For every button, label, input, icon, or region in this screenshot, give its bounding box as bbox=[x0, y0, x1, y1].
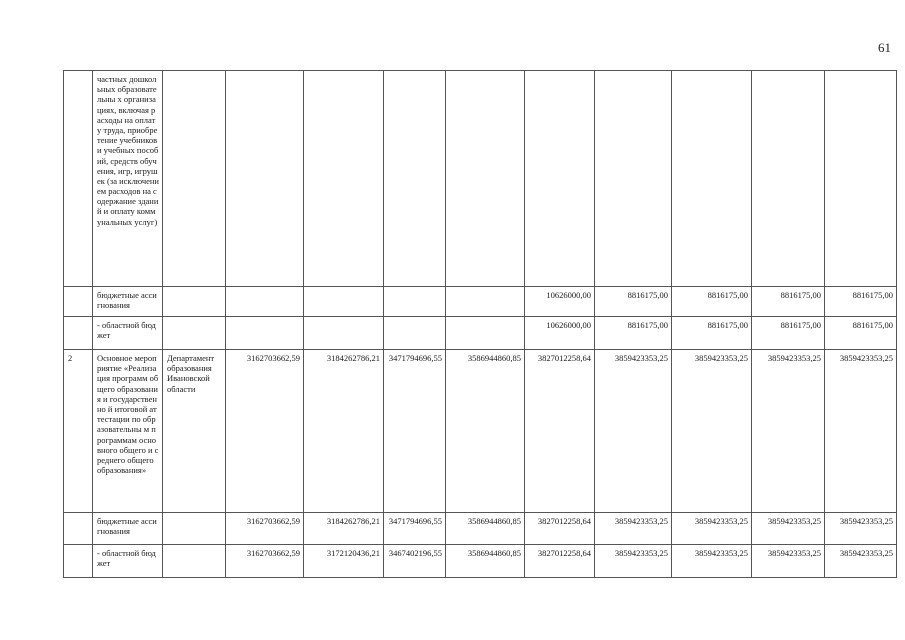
executor-cell bbox=[163, 71, 226, 287]
executor-cell bbox=[163, 513, 226, 545]
amount-cell: 8816175,00 bbox=[595, 317, 672, 350]
amount-cell: 3859423353,25 bbox=[752, 350, 825, 513]
amount-cell: 3172120436,21 bbox=[304, 545, 384, 578]
measure-name-cell: - областной бюджет bbox=[93, 317, 163, 350]
amount-cell: 3162703662,59 bbox=[226, 513, 304, 545]
amount-cell: 3859423353,25 bbox=[595, 513, 672, 545]
amount-cell: 3586944860,85 bbox=[446, 545, 525, 578]
amount-cell: 8816175,00 bbox=[752, 287, 825, 317]
amount-cell: 8816175,00 bbox=[595, 287, 672, 317]
amount-cell: 3859423353,25 bbox=[672, 350, 752, 513]
amount-cell bbox=[226, 287, 304, 317]
amount-cell: 3859423353,25 bbox=[752, 545, 825, 578]
page-number: 61 bbox=[878, 40, 891, 55]
amount-cell: 3859423353,25 bbox=[752, 513, 825, 545]
amount-cell: 8816175,00 bbox=[825, 317, 897, 350]
amount-cell: 3859423353,25 bbox=[672, 545, 752, 578]
measure-name-cell: бюджетные ассигнования bbox=[93, 513, 163, 545]
table-row bbox=[64, 71, 897, 287]
amount-cell: 8816175,00 bbox=[752, 317, 825, 350]
table-row bbox=[64, 545, 897, 578]
amount-cell: 3162703662,59 bbox=[226, 350, 304, 513]
amount-cell: 8816175,00 bbox=[672, 317, 752, 350]
amount-cell bbox=[384, 317, 446, 350]
row-index-cell bbox=[64, 71, 93, 287]
amount-cell bbox=[304, 317, 384, 350]
budget-table bbox=[63, 70, 897, 578]
amount-cell bbox=[304, 287, 384, 317]
amount-cell bbox=[384, 287, 446, 317]
measure-name-cell: бюджетные ассигнования bbox=[93, 287, 163, 317]
amount-cell: 3586944860,85 bbox=[446, 513, 525, 545]
amount-cell: 3467402196,55 bbox=[384, 545, 446, 578]
row-index-cell: 2 bbox=[64, 350, 93, 513]
amount-cell: 3827012258,64 bbox=[525, 513, 595, 545]
amount-cell bbox=[446, 287, 525, 317]
amount-cell: 3471794696,55 bbox=[384, 350, 446, 513]
amount-cell: 3162703662,59 bbox=[226, 545, 304, 578]
amount-cell bbox=[384, 71, 446, 287]
amount-cell: 10626000,00 bbox=[525, 317, 595, 350]
amount-cell: 3586944860,85 bbox=[446, 350, 525, 513]
amount-cell: 3827012258,64 bbox=[525, 545, 595, 578]
amount-cell bbox=[752, 71, 825, 287]
amount-cell: 3859423353,25 bbox=[825, 545, 897, 578]
table-row bbox=[64, 513, 897, 545]
amount-cell bbox=[446, 71, 525, 287]
executor-cell bbox=[163, 317, 226, 350]
amount-cell bbox=[446, 317, 525, 350]
amount-cell bbox=[825, 71, 897, 287]
amount-cell: 10626000,00 bbox=[525, 287, 595, 317]
amount-cell: 3184262786,21 bbox=[304, 513, 384, 545]
amount-cell: 3859423353,25 bbox=[595, 545, 672, 578]
amount-cell: 3859423353,25 bbox=[825, 350, 897, 513]
amount-cell bbox=[226, 317, 304, 350]
amount-cell: 3184262786,21 bbox=[304, 350, 384, 513]
table-row bbox=[64, 317, 897, 350]
amount-cell: 8816175,00 bbox=[672, 287, 752, 317]
amount-cell: 3859423353,25 bbox=[595, 350, 672, 513]
amount-cell: 3471794696,55 bbox=[384, 513, 446, 545]
amount-cell bbox=[304, 71, 384, 287]
row-index-cell bbox=[64, 317, 93, 350]
table-row bbox=[64, 350, 897, 513]
measure-name-cell: частных дошкольных образовательны х организациях, включая расходы на оплату труда, приобретение учебников и учебных пособий, средств обучения, игр, игрушек (за исключением расходов на содержание зданий и оплату коммунальных услуг) bbox=[93, 71, 163, 287]
measure-name-cell: Основное мероприятие «Реализация программ общего образования и государственно й итоговой аттестации по образовательны м программам основного общего и среднего общего образования» bbox=[93, 350, 163, 513]
executor-cell bbox=[163, 545, 226, 578]
amount-cell: 3859423353,25 bbox=[672, 513, 752, 545]
amount-cell: 3859423353,25 bbox=[825, 513, 897, 545]
amount-cell: 3827012258,64 bbox=[525, 350, 595, 513]
executor-cell: Департамент образования Ивановской области bbox=[163, 350, 226, 513]
amount-cell bbox=[672, 71, 752, 287]
row-index-cell bbox=[64, 513, 93, 545]
amount-cell bbox=[226, 71, 304, 287]
row-index-cell bbox=[64, 287, 93, 317]
table-row bbox=[64, 287, 897, 317]
amount-cell bbox=[525, 71, 595, 287]
measure-name-cell: - областной бюджет bbox=[93, 545, 163, 578]
amount-cell: 8816175,00 bbox=[825, 287, 897, 317]
row-index-cell bbox=[64, 545, 93, 578]
executor-cell bbox=[163, 287, 226, 317]
amount-cell bbox=[595, 71, 672, 287]
